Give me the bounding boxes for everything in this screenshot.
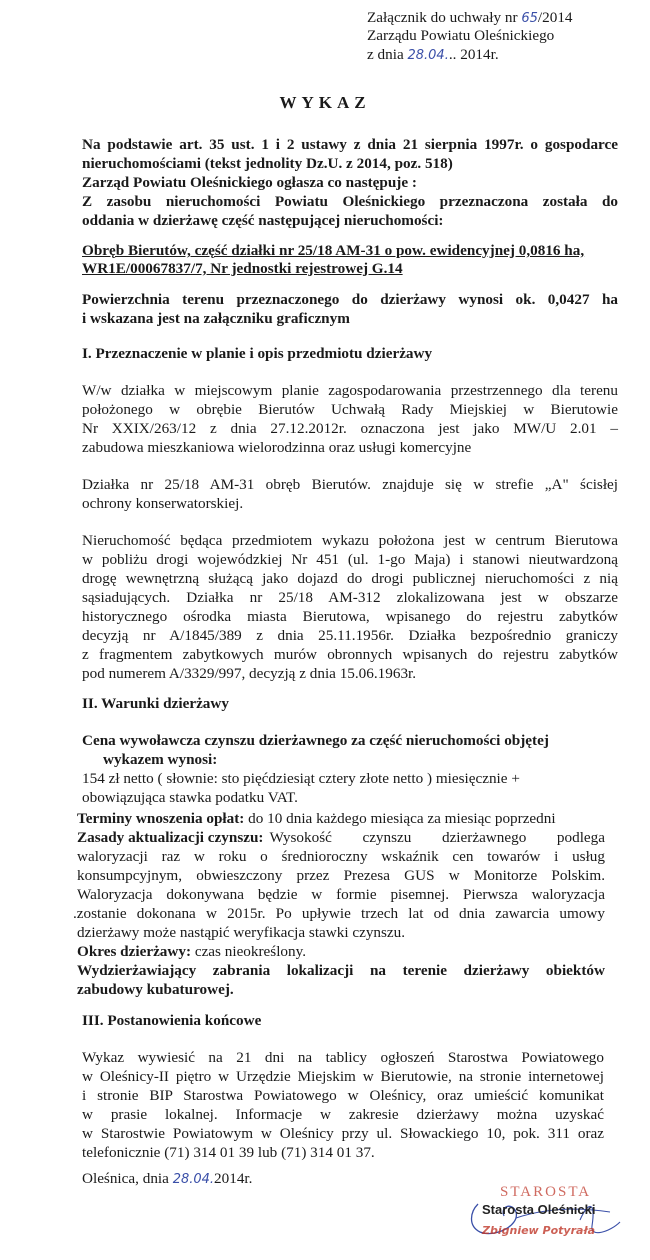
rent-update-rules-line: waloryzacji raz w roku o średnioroczny wskaźnik cen towarów i usług [77,848,605,865]
construction-ban: zabudowy kubaturowej. [77,981,234,998]
intro-line: oddania w dzierżawę część następującej nieruchomości: [82,212,444,229]
price-heading: wykazem wynosi: [103,751,218,768]
intro-line: Na podstawie art. 35 ust. 1 i 2 ustawy z dnia 21 sierpnia 1997r. o gospodarce [82,136,618,153]
rent-update-rules-line: dzierżawy może nastąpić weryfikacja stawki czynszu. [77,924,406,941]
area-statement: Powierzchnia terenu przeznaczonego do dzierżawy wynosi ok. 0,0427 ha [82,291,618,308]
section-1-paragraph: ochrony konserwatorskiej. [82,495,244,512]
price-text: obowiązująca stawka podatku VAT. [82,789,298,806]
section-1-paragraph: Nr XXIX/263/12 z dnia 27.12.2012r. oznaczona jest jako MW/U 2.01 – [82,420,618,437]
rent-update-rules-line: konsumpcyjnym, obwieszczony przez Prezesa GUS w Monitorze Polskim. [77,867,605,884]
signatory-title: Starosta Oleśnicki [482,1202,596,1217]
attachment-note-line-2: Zarządu Powiatu Oleśnickiego [367,27,555,44]
section-3-paragraph: i stronie BIP Starostwa Powiatowego w Oleśnicy, oraz umieścić komunikat [82,1087,604,1104]
area-statement: i wskazana jest na załączniku graficznym [82,310,350,327]
payment-terms: Terminy wnoszenia opłat: do 10 dnia każdego miesiąca za miesiąc poprzedni [77,810,556,827]
rent-update-rules-line: .zostanie dokonana w 2015r. Po upływie trzech lat od dnia zawarcia umowy [73,905,605,922]
rent-update-rules-line: Zasady aktualizacji czynszu: Wysokość czynszu dzierżawnego podlega [77,829,605,846]
section-1-paragraph: historycznego ośrodka miasta Bierutowa, wpisanego do rejestru zabytków [82,608,618,625]
section-3-paragraph: telefonicznie (71) 314 01 39 lub (71) 314 01 37. [82,1144,375,1161]
signatory-name: Zbigniew Potyrała [482,1224,595,1237]
section-1-paragraph: decyzją nr A/1845/389 z dnia 25.11.1956r. Działka bezpośrednio graniczy [82,627,618,644]
rent-update-label: Zasady aktualizacji czynszu: [77,829,264,846]
section-3-paragraph: w Starostwie Powiatowym w Oleśnicy przy ul. Słowackiego 10, pok. 311 oraz [82,1125,604,1142]
attachment-note-line-3: z dnia 28.04... 2014r. [367,46,499,63]
document-title: WYKAZ [279,93,371,112]
signature-block [460,1182,630,1254]
parcel-description: Obręb Bierutów, część działki nr 25/18 AM-31 o pow. ewidencyjnej 0,0816 ha, [82,242,585,259]
section-3-paragraph: w Oleśnicy-II piętro w Urzędzie Miejskim w Bierutowie, na stronie internetowej [82,1068,604,1085]
stamp-word: STAROSTA [500,1184,592,1200]
price-text: 154 zł netto ( słownie: sto pięćdziesiąt cztery złote netto ) miesięcznie + [82,770,520,787]
section-1-paragraph: pod numerem A/3329/997, decyzją z dnia 15.06.1963r. [82,665,417,682]
section-1-paragraph: w pobliżu drogi wojewódzkiej Nr 451 (ul. 1-go Maja) i stanowi nieutwardzoną [82,551,618,568]
section-1-paragraph: Nieruchomość będąca przedmiotem wykazu położona jest w centrum Bierutowa [82,532,618,549]
construction-ban: Wydzierżawiający zabrania lokalizacji na terenie dzierżawy obiektów [77,962,605,979]
section-1-paragraph: Działka nr 25/18 AM-31 obręb Bierutów. znajduje się w strefie „A" ścisłej [82,476,618,493]
intro-line: Zarząd Powiatu Oleśnickiego ogłasza co następuje : [82,174,417,191]
handwritten-resolution-number: 65 [521,11,538,26]
handwritten-date: 28.04. [407,48,449,63]
section-3-heading: III. Postanowienia końcowe [82,1012,262,1029]
section-1-paragraph: drogę wewnętrzną służącą jako dojazd do drogi publicznej nieruchomości z nią [82,570,618,587]
intro-line: nieruchomościami (tekst jednolity Dz.U. z 2014, poz. 518) [82,155,453,172]
rent-update-rules-line: Waloryzacja dokonywana będzie w formie pisemnej. Pierwsza waloryzacja [77,886,605,903]
lease-period: Okres dzierżawy: czas nieokreślony. [77,943,307,960]
section-3-paragraph: Wykaz wywiesić na 21 dni na tablicy ogłoszeń Starostwa Powiatowego [82,1049,604,1066]
place-and-date: Oleśnica, dnia 28.04.2014r. [82,1170,253,1187]
section-1-paragraph: sąsiadujących. Działka nr 25/18 AM-312 zlokalizowana jest w obszarze [82,589,618,606]
intro-line: Z zasobu nieruchomości Powiatu Oleśnickiego przeznaczona została do [82,193,618,210]
attachment-note-line-1: Załącznik do uchwały nr 65/2014 [367,9,573,26]
section-1-paragraph: z fragmentem zabytkowych murów obronnych wpisanych do rejestru zabytków [82,646,618,663]
handwritten-date: 28.04. [172,1172,215,1187]
section-1-paragraph: położonego w obrębie Bierutów Uchwałą Rady Miejskiej w Bierutowie [82,401,618,418]
parcel-description: WR1E/00067837/7, Nr jednostki rejestrowej G.14 [82,260,403,277]
price-heading: Cena wywoławcza czynszu dzierżawnego za część nieruchomości objętej [82,732,549,749]
section-3-paragraph: w prasie lokalnej. Informacje w zakresie dzierżawy można uzyskać [82,1106,604,1123]
section-1-paragraph: zabudowa mieszkaniowa wielorodzinna oraz usługi komercyjne [82,439,472,456]
section-1-heading: I. Przeznaczenie w planie i opis przedmiotu dzierżawy [82,345,433,362]
section-1-paragraph: W/w działka w miejscowym planie zagospodarowania przestrzennego dla terenu [82,382,618,399]
section-2-heading: II. Warunki dzierżawy [82,695,229,712]
